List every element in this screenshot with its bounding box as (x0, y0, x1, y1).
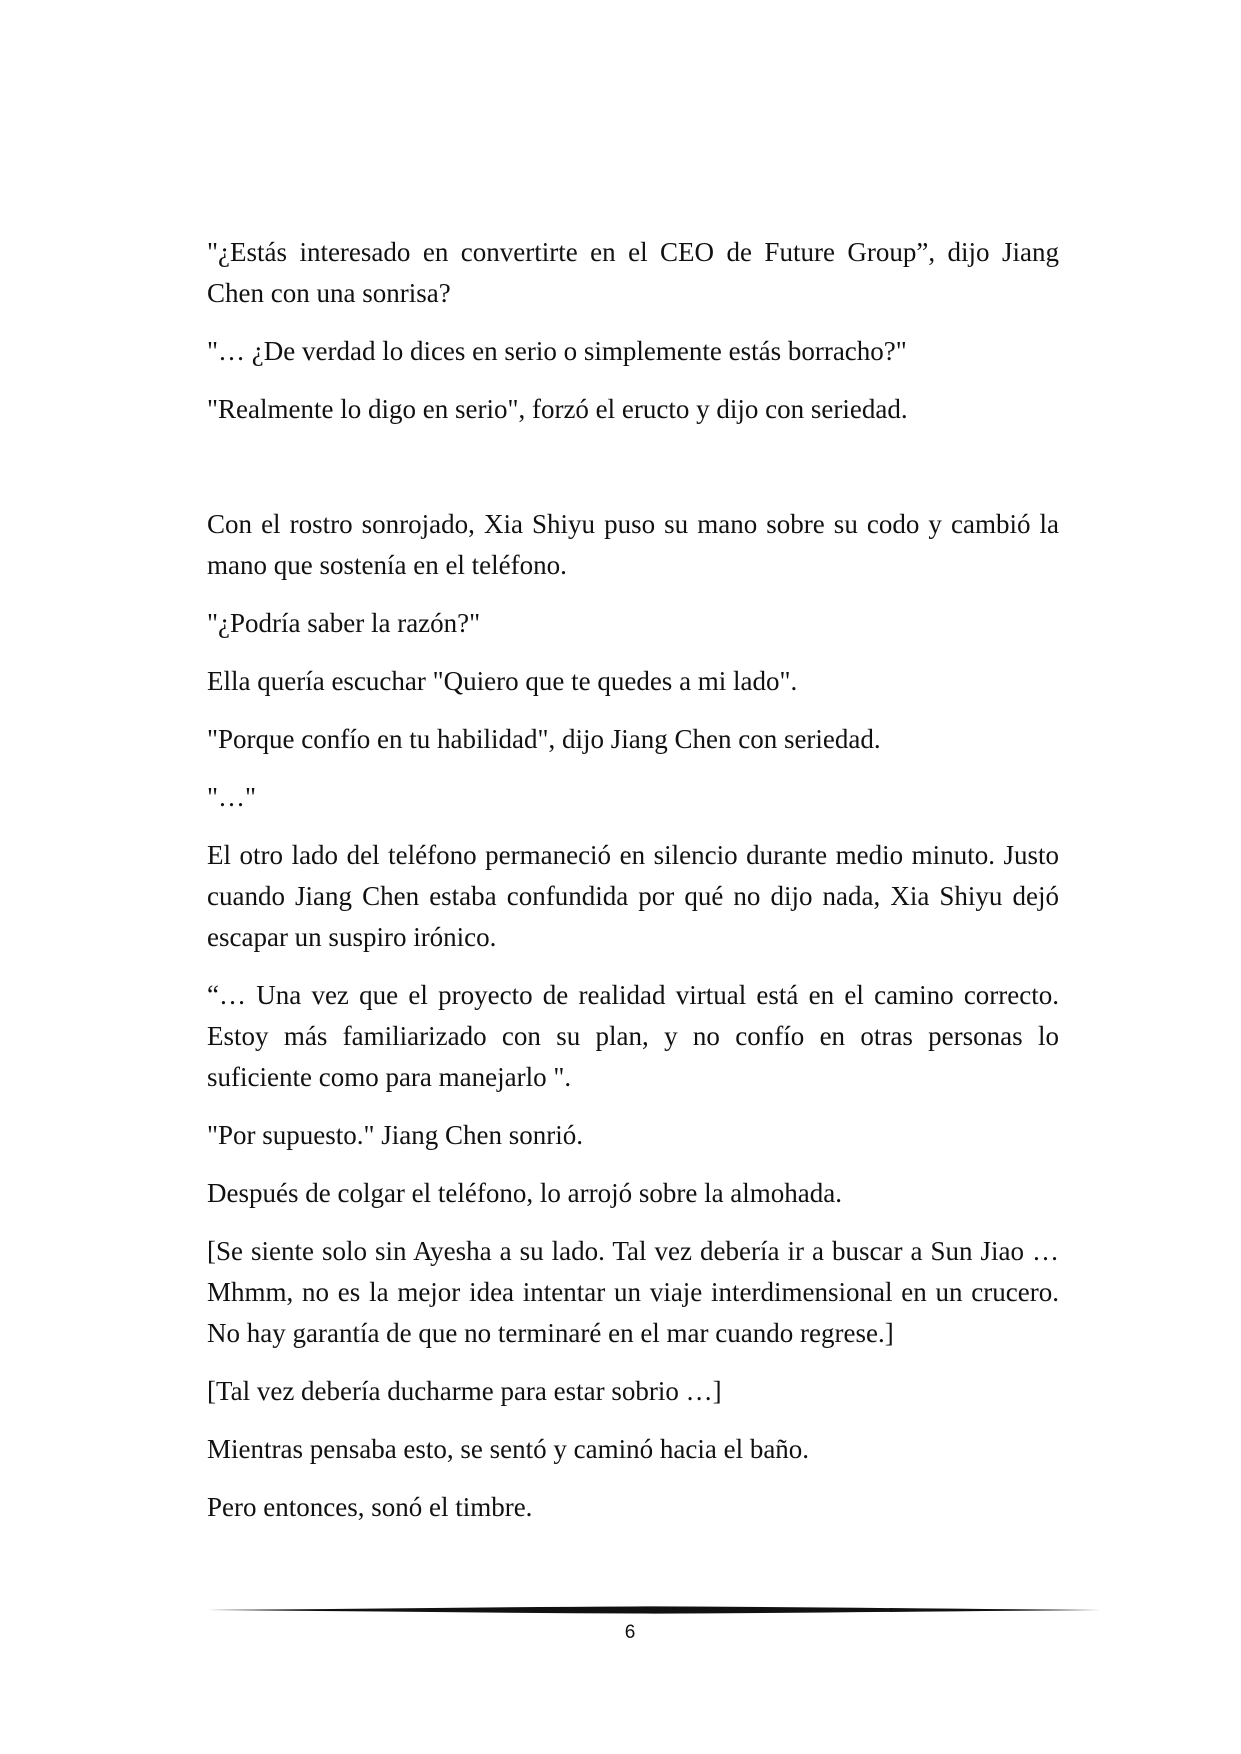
page-number: 6 (624, 1622, 636, 1643)
paragraph: “… Una vez que el proyecto de realidad virtual está en el camino correcto. Estoy más familiarizado con su plan, y no confío en otras personas lo suficiente como para manejarlo ". (207, 980, 1059, 1092)
paragraph: Mientras pensaba esto, se sentó y caminó hacia el baño. (207, 1434, 810, 1464)
paragraph: "Porque confío en tu habilidad", dijo Jiang Chen con seriedad. (207, 724, 881, 754)
paragraph: El otro lado del teléfono permaneció en silencio durante medio minuto. Justo cuando Jiang Chen estaba confundida por qué no dijo nada, Xia Shiyu dejó escapar un suspiro irónico. (207, 840, 1059, 952)
paragraph: "…" (207, 782, 257, 812)
paragraph: "¿Podría saber la razón?" (207, 608, 481, 638)
paragraph: Con el rostro sonrojado, Xia Shiyu puso su mano sobre su codo y cambió la mano que sostenía en el teléfono. (207, 509, 1059, 580)
paragraph: Después de colgar el teléfono, lo arrojó sobre la almohada. (207, 1178, 843, 1208)
paragraph: Ella quería escuchar "Quiero que te quedes a mi lado". (207, 666, 798, 696)
paragraph: "… ¿De verdad lo dices en serio o simplemente estás borracho?" (207, 336, 907, 366)
paragraph: Pero entonces, sonó el timbre. (207, 1492, 533, 1522)
paragraph: [Se siente solo sin Ayesha a su lado. Tal vez debería ir a buscar a Sun Jiao … Mhmm, no es la mejor idea intentar un viaje interdimensional en un crucero. No hay garantía de que no terminaré en el mar cuando regrese.] (207, 1236, 1059, 1348)
footer-divider (207, 1603, 1101, 1617)
paragraph: "Por supuesto." Jiang Chen sonrió. (207, 1120, 584, 1150)
paragraph: "¿Estás interesado en convertirte en el CEO de Future Group”, dijo Jiang Chen con una sonrisa? (207, 237, 1059, 308)
paragraph: [Tal vez debería ducharme para estar sobrio …] (207, 1376, 722, 1406)
paragraph: "Realmente lo digo en serio", forzó el eructo y dijo con seriedad. (207, 394, 908, 424)
page-body (207, 232, 1059, 1545)
